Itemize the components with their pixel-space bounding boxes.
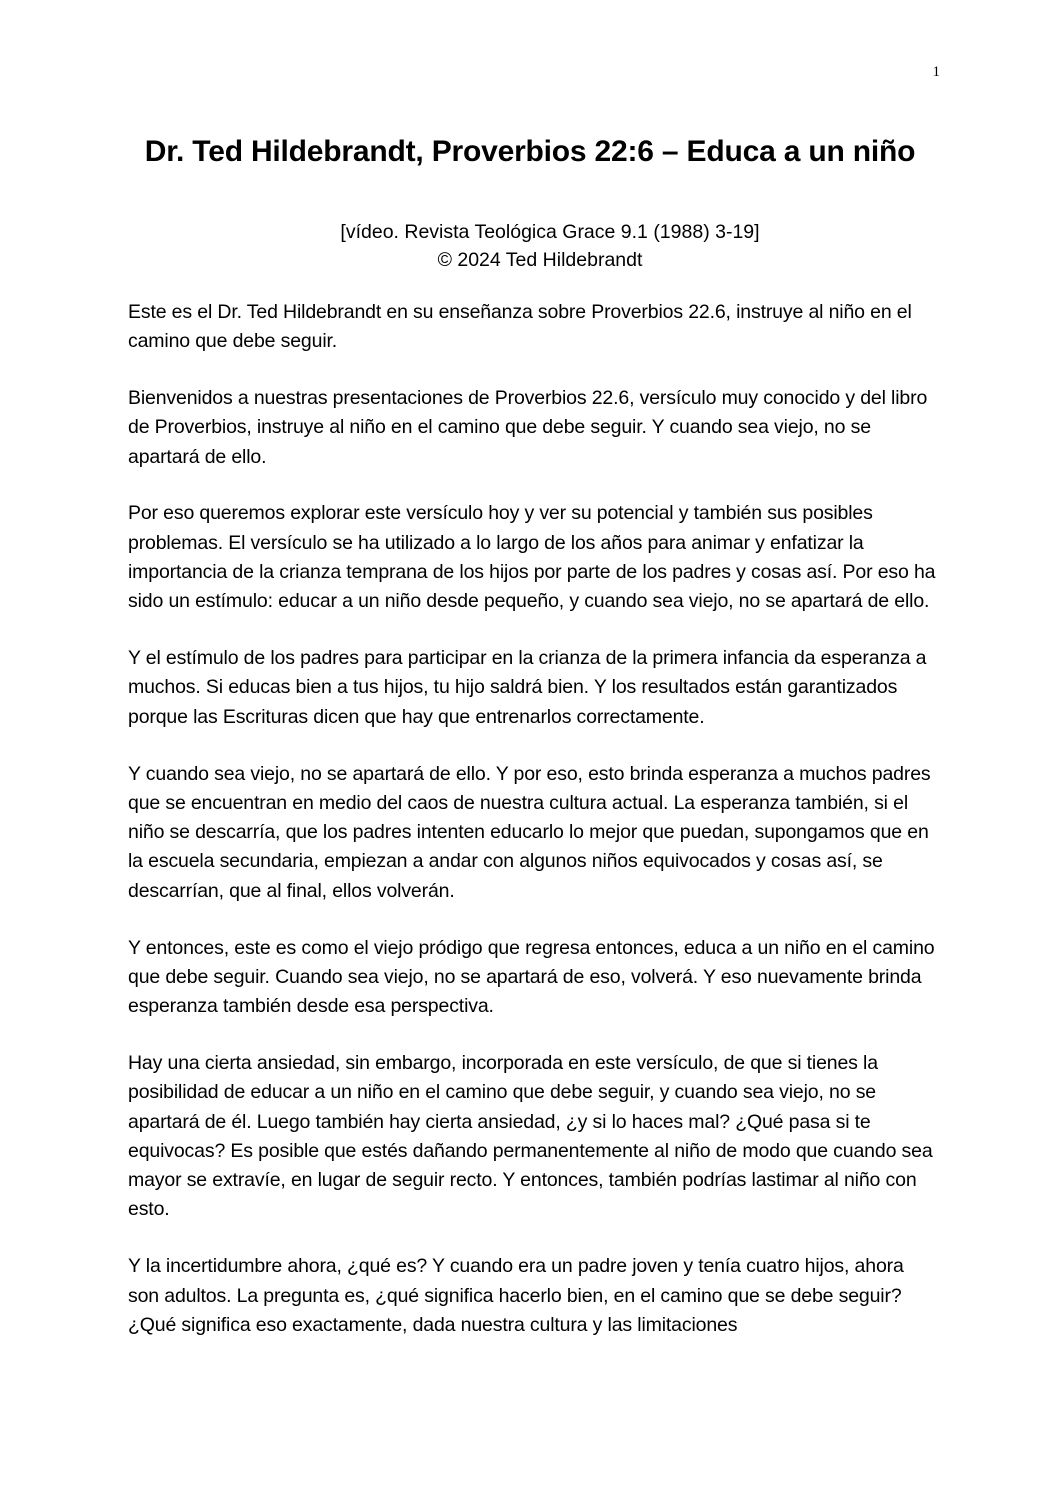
paragraph: Bienvenidos a nuestras presentaciones de Proverbios 22.6, versículo muy conocido y del libro de Proverbios, instruye al niño en el camino que debe seguir. Y cuando sea viejo, no se apartará de ello. <box>128 387 928 468</box>
document-title: Dr. Ted Hildebrandt, Proverbios 22:6 – Educa a un niño <box>144 135 916 168</box>
paragraph: Hay una cierta ansiedad, sin embargo, incorporada en este versículo, de que si tienes la posibilidad de educar a un niño en el camino que debe seguir, y cuando sea viejo, no se apartará de él. Luego también hay cierta ansiedad, ¿y si lo haces mal? ¿Qué pasa si te equivocas? Es posible que estés dañando permanentemente al niño de modo que cuando sea mayor se extravíe, en lugar de seguir recto. Y entonces, también podrías lastimar al niño con esto. <box>128 1051 933 1221</box>
paragraph: Este es el Dr. Ted Hildebrandt en su enseñanza sobre Proverbios 22.6, instruye al niño en el camino que debe seguir. <box>128 301 912 353</box>
paragraph: Por eso queremos explorar este versículo hoy y ver su potencial y también sus posibles problemas. El versículo se ha utilizado a lo largo de los años para animar y enfatizar la importancia de la crianza temprana de los hijos por parte de los padres y cosas así. Por eso ha sido un estímulo: educar a un niño desde pequeño, y cuando sea viejo, no se apartará de ello. <box>128 502 936 613</box>
paragraph: Y el estímulo de los padres para participar en la crianza de la primera infancia da esperanza a muchos. Si educas bien a tus hijos, tu hijo saldrá bien. Y los resultados están garantizados porque las Escrituras dicen que hay que entrenarlos correctamente. <box>128 647 927 728</box>
body-text <box>128 298 938 1368</box>
copyright-line: © 2024 Ted Hildebrandt <box>437 249 643 271</box>
paragraph: Y la incertidumbre ahora, ¿qué es? Y cuando era un padre joven y tenía cuatro hijos, ahora son adultos. La pregunta es, ¿qué significa hacerlo bien, en el camino que se debe seguir? ¿Qué significa eso exactamente, dada nuestra cultura y las limitaciones <box>128 1255 904 1336</box>
paragraph: Y cuando sea viejo, no se apartará de ello. Y por eso, esto brinda esperanza a muchos padres que se encuentran en medio del caos de nuestra cultura actual. La esperanza también, si el niño se descarría, que los padres intenten educarlo lo mejor que puedan, supongamos que en la escuela secundaria, empiezan a andar con algunos niños equivocados y cosas así, se descarrían, que al final, ellos volverán. <box>128 762 931 902</box>
paragraph: Y entonces, este es como el viejo pródigo que regresa entonces, educa a un niño en el camino que debe seguir. Cuando sea viejo, no se apartará de eso, volverá. Y eso nuevamente brinda esperanza también desde esa perspectiva. <box>128 936 935 1018</box>
page-number: 1 <box>932 64 940 80</box>
source-citation: [vídeo. Revista Teológica Grace 9.1 (1988) 3-19] <box>340 221 760 243</box>
